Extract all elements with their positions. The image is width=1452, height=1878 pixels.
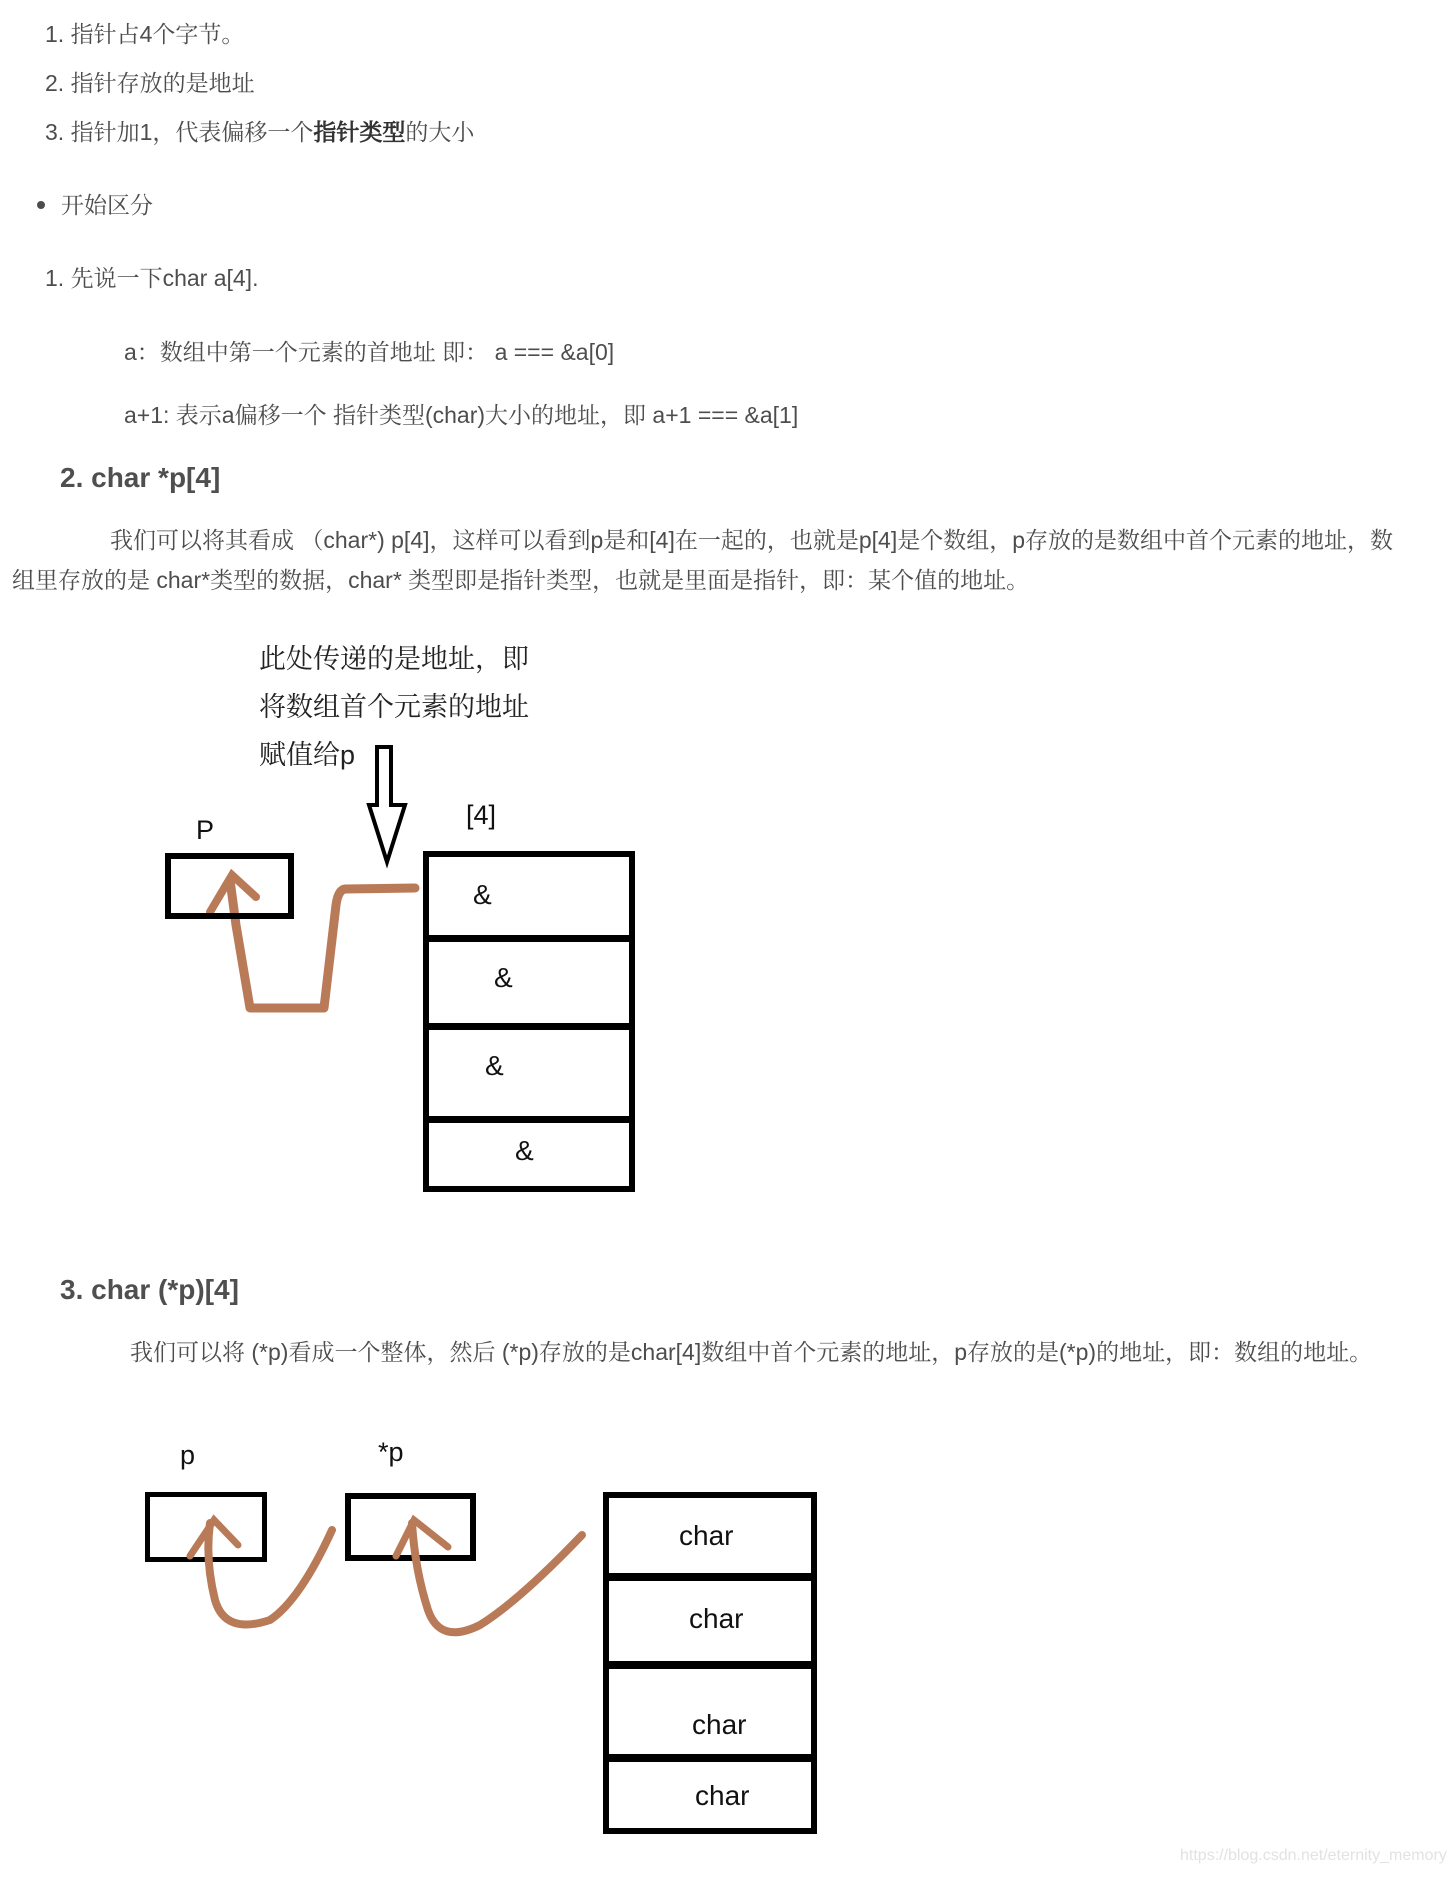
cell-value: & bbox=[485, 1050, 504, 1081]
list-text: 指针占4个字节。 bbox=[70, 21, 245, 47]
cell-value: & bbox=[473, 879, 492, 910]
array-cell bbox=[609, 1498, 811, 1573]
list-text: 指针加1，代表偏移一个 bbox=[70, 119, 314, 145]
deref-label-star-p: *p bbox=[378, 1437, 404, 1467]
cell-value: char bbox=[695, 1780, 750, 1811]
section2-para-line2: 组里存放的是 char*类型的数据，char* 类型即是指针类型，也就是里面是指针，即：某个值的地址。 bbox=[12, 567, 1030, 593]
cell-value: & bbox=[515, 1135, 534, 1166]
char-array-box bbox=[603, 1492, 817, 1834]
list-text-bold: 指针类型 bbox=[313, 119, 406, 145]
list-number: 1. bbox=[45, 21, 65, 47]
section1-line-a: a：数组中第一个元素的首地址 即： a === &a[0] bbox=[124, 339, 615, 365]
array-cell bbox=[609, 1762, 811, 1828]
section2-para-line1: 我们可以将其看成 （char*) p[4]，这样可以看到p是和[4]在一起的，也就是p[4]是个数组，p存放的是数组中首个元素的地址，数 bbox=[110, 527, 1394, 553]
section1-line-a-plus-1: a+1: 表示a偏移一个 指针类型(char)大小的地址，即 a+1 === &a[1] bbox=[124, 402, 799, 428]
diagram1-annotation-line1: 此处传递的是地址，即 bbox=[259, 644, 529, 674]
array-label: [4] bbox=[466, 800, 497, 830]
list-number: 2. bbox=[45, 70, 65, 96]
list-text: 指针存放的是地址 bbox=[70, 70, 255, 96]
list-text: 的大小 bbox=[405, 119, 475, 145]
cell-value: char bbox=[692, 1709, 747, 1740]
section2-heading: 2. char *p[4] bbox=[60, 462, 221, 493]
cell-divider bbox=[609, 1754, 811, 1762]
array-cell bbox=[609, 1669, 811, 1754]
section3-para: 我们可以将 (*p)看成一个整体，然后 (*p)存放的是char[4]数组中首个元素的地址，p存放的是(*p)的地址，即：数组的地址。 bbox=[130, 1339, 1373, 1365]
pointer-label-p: P bbox=[196, 815, 215, 845]
diagram1-annotation-line3: 赋值给p bbox=[259, 740, 356, 770]
cell-value: char bbox=[689, 1603, 744, 1634]
cell-value: char bbox=[679, 1520, 734, 1551]
cell-divider bbox=[609, 1573, 811, 1581]
section1-title-text: 先说一下char a[4]. bbox=[70, 265, 259, 291]
section3-heading: 3. char (*p)[4] bbox=[60, 1274, 239, 1305]
diagram1-annotation-line2: 将数组首个元素的地址 bbox=[259, 692, 529, 722]
bullet-text: 开始区分 bbox=[61, 192, 153, 218]
list-number: 3. bbox=[45, 119, 65, 145]
watermark: https://blog.csdn.net/eternity_memory bbox=[1180, 1847, 1447, 1864]
cell-value: & bbox=[494, 962, 513, 993]
list-number: 1. bbox=[45, 265, 65, 291]
pointer-label-p: p bbox=[180, 1440, 196, 1470]
array-cell bbox=[609, 1581, 811, 1661]
cell-divider bbox=[609, 1661, 811, 1669]
